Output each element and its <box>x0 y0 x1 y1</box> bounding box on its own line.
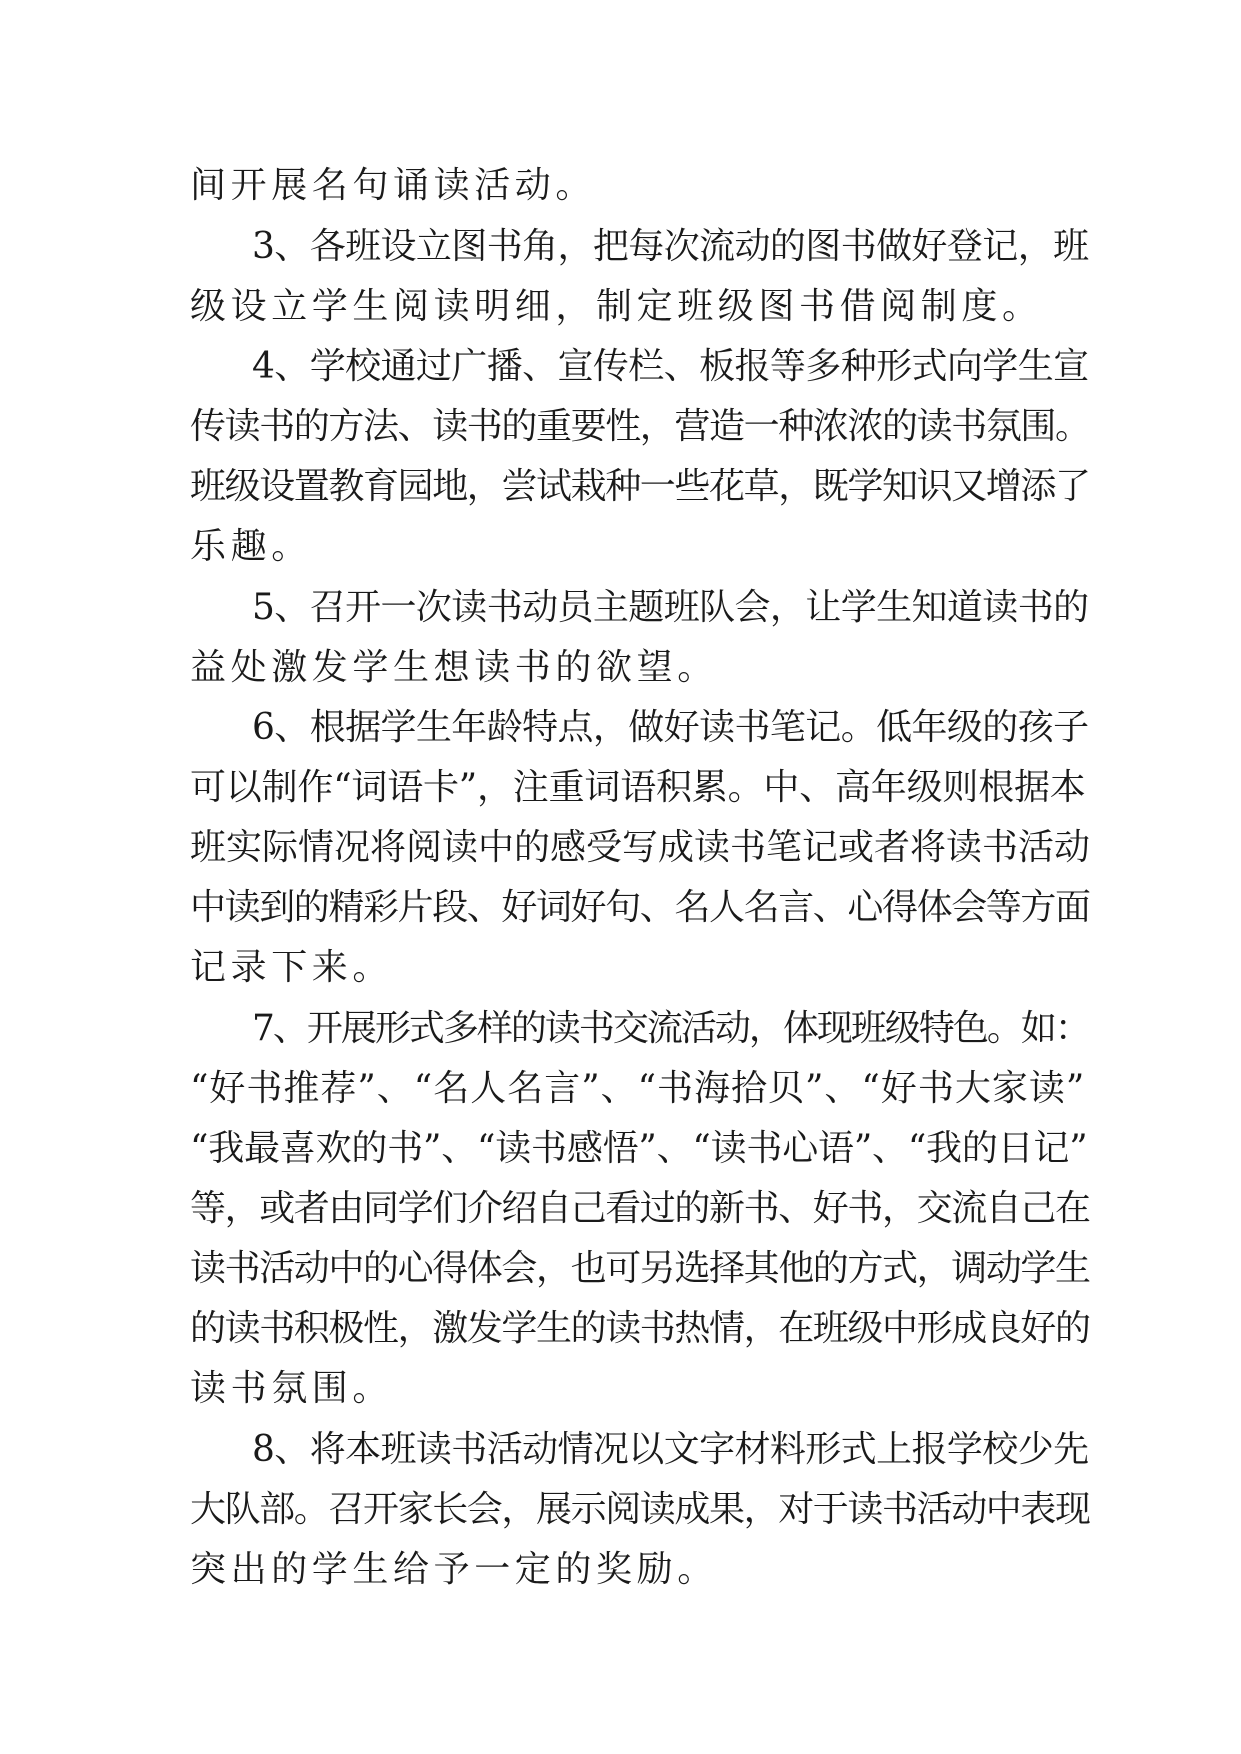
text-line: 5、召开一次读书动员主题班队会，让学生知道读书的 <box>252 587 1089 628</box>
text-line: 读书活动中的心得体会，也可另选择其他的方式，调动学生 <box>190 1248 1090 1289</box>
text-line: 3、各班设立图书角，把每次流动的图书做好登记，班 <box>252 226 1089 267</box>
text-line: 大队部。召开家长会，展示阅读成果，对于读书活动中表现 <box>190 1489 1090 1530</box>
text-line: “我最喜欢的书”、“读书感悟”、“读书心语”、“我的日记” <box>190 1128 1088 1169</box>
text-line: 7、开展形式多样的读书交流活动，体现班级特色。如： <box>252 1008 1089 1049</box>
text-line: 乐趣。 <box>190 526 312 567</box>
text-line: 记录下来。 <box>190 947 394 988</box>
text-line: 突出的学生给予一定的奖励。 <box>190 1549 718 1590</box>
text-line: 益处激发学生想读书的欲望。 <box>190 647 718 688</box>
text-line: 等，或者由同学们介绍自己看过的新书、好书，交流自己在 <box>190 1188 1090 1229</box>
text-line: 班级设置教育园地，尝试栽种一些花草，既学知识又增添了 <box>190 466 1090 507</box>
text-line: “好书推荐”、“名人名言”、“书海拾贝”、“好书大家读” <box>190 1068 1086 1109</box>
text-line: 间开展名句诵读活动。 <box>190 165 597 206</box>
text-line: 可以制作“词语卡”，注重词语积累。中、高年级则根据本 <box>190 767 1086 808</box>
text-line: 6、根据学生年龄特点，做好读书笔记。低年级的孩子 <box>252 707 1089 748</box>
text-line: 班实际情况将阅读中的感受写成读书笔记或者将读书活动 <box>190 827 1091 868</box>
text-line: 级设立学生阅读明细，制定班级图书借阅制度。 <box>190 286 1043 327</box>
text-line: 8、将本班读书活动情况以文字材料形式上报学校少先 <box>252 1429 1089 1470</box>
text-line: 传读书的方法、读书的重要性，营造一种浓浓的读书氛围。 <box>190 406 1090 447</box>
text-line: 中读到的精彩片段、好词好句、名人名言、心得体会等方面 <box>190 887 1090 928</box>
text-line: 4、学校通过广播、宣传栏、板报等多种形式向学生宣 <box>252 346 1089 387</box>
text-line: 读书氛围。 <box>190 1368 394 1409</box>
text-line: 的读书积极性，激发学生的读书热情，在班级中形成良好的 <box>190 1308 1090 1349</box>
